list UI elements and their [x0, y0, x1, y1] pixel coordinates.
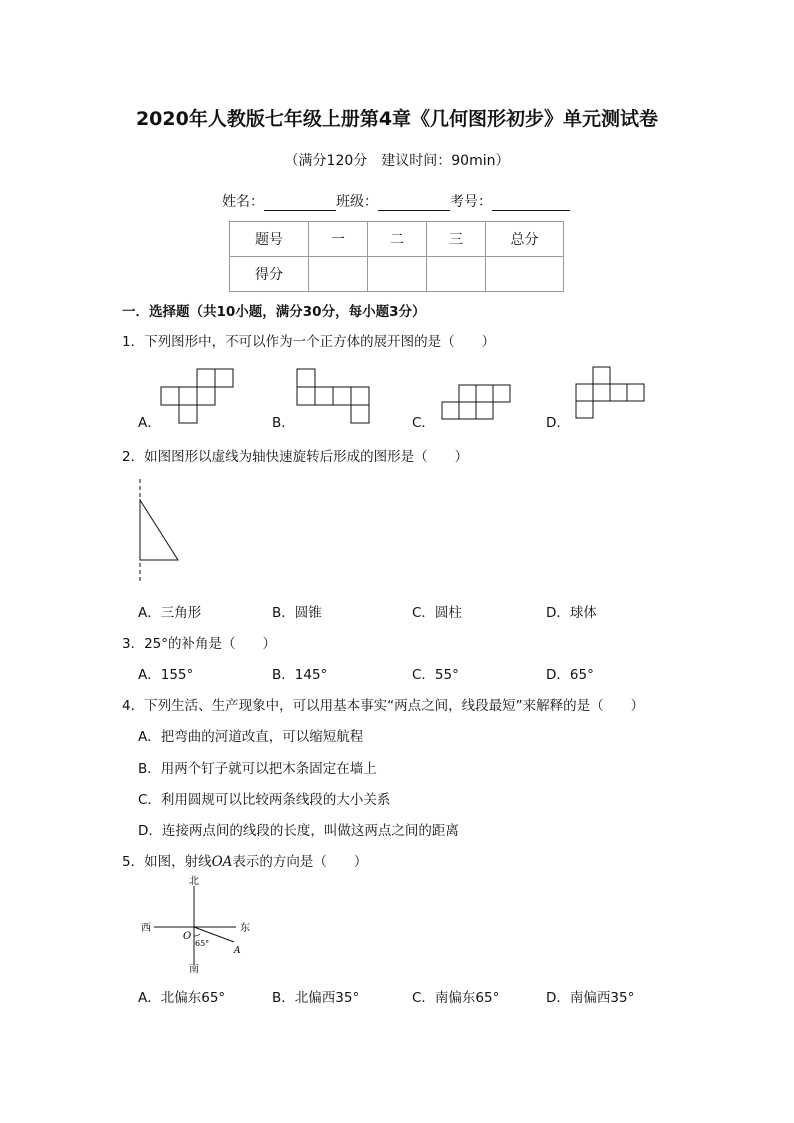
net-square: [197, 387, 215, 405]
score-cell[interactable]: [427, 257, 486, 292]
score-cell[interactable]: [368, 257, 427, 292]
q5-option-c: C．南偏东65°: [412, 990, 500, 1006]
score-header-cell: 题号: [230, 222, 309, 257]
q1-option-a-label: A．: [138, 415, 161, 431]
net-square: [197, 369, 215, 387]
score-cell[interactable]: [309, 257, 368, 292]
net-square: [593, 367, 610, 384]
origin-label: O: [183, 931, 192, 942]
net-square: [476, 385, 493, 402]
q2-triangle-figure: [132, 478, 184, 584]
score-header-cell: 三: [427, 222, 486, 257]
q2-option-b: B．圆锥: [272, 605, 322, 621]
point-a-label: A: [234, 946, 241, 956]
net-square: [610, 384, 627, 401]
number-label: 考号：: [450, 194, 492, 210]
angle-arc: [194, 934, 200, 936]
class-label: 班级：: [336, 194, 378, 210]
net-square: [593, 384, 610, 401]
score-row-label: 得分: [230, 257, 309, 292]
q4-option-b: B．用两个钉子就可以把木条固定在墙上: [138, 761, 377, 777]
net-square: [442, 402, 459, 419]
net-square: [459, 402, 476, 419]
net-square: [179, 405, 197, 423]
net-square: [627, 384, 644, 401]
net-square: [476, 402, 493, 419]
net-square: [351, 405, 369, 423]
q2-option-c: C．圆柱: [412, 605, 462, 621]
q4-option-d: D．连接两点间的线段的长度，叫做这两点之间的距离: [138, 823, 459, 839]
q5-compass-figure: [138, 874, 258, 976]
south-label: 南: [189, 964, 199, 975]
net-square: [459, 385, 476, 402]
question-2-stem: 2．如图图形以虚线为轴快速旋转后形成的图形是（ ）: [122, 449, 469, 465]
q1-option-b-net: [296, 368, 371, 424]
q1-option-b-label: B．: [272, 415, 295, 431]
west-label: 西: [141, 923, 151, 934]
net-square: [297, 387, 315, 405]
number-blank[interactable]: [492, 194, 570, 211]
score-header-cell: 一: [309, 222, 368, 257]
question-1-stem: 1．下列图形中，不可以作为一个正方体的展开图的是（ ）: [122, 334, 496, 350]
q1-option-c-net: [440, 384, 515, 424]
net-square: [576, 401, 593, 418]
q3-option-b: B．145°: [272, 667, 328, 683]
q4-option-a: A．把弯曲的河道改直，可以缩短航程: [138, 729, 364, 745]
net-square: [161, 387, 179, 405]
score-table: [229, 221, 564, 292]
q5-option-d: D．南偏西35°: [546, 990, 635, 1006]
q1-option-d-net: [574, 366, 649, 422]
question-3-stem: 3．25°的补角是（ ）: [122, 636, 277, 652]
q3-option-a: A．155°: [138, 667, 194, 683]
q5-option-b: B．北偏西35°: [272, 990, 360, 1006]
score-header-cell: 总分: [486, 222, 564, 257]
east-label: 东: [240, 923, 250, 934]
net-square: [333, 387, 351, 405]
page-subtitle: （满分120分 建议时间：90min）: [284, 153, 510, 169]
score-header-cell: 二: [368, 222, 427, 257]
q5-stem-suffix: 表示的方向是（ ）: [232, 854, 368, 870]
page-title: 2020年人教版七年级上册第4章《几何图形初步》单元测试卷: [135, 108, 659, 130]
score-cell[interactable]: [486, 257, 564, 292]
question-5-stem: [122, 850, 367, 870]
q2-option-a: A．三角形: [138, 605, 202, 621]
question-4-stem: 4．下列生活、生产现象中，可以用基本事实“两点之间，线段最短”来解释的是（ ）: [122, 698, 645, 714]
q1-option-d-label: D．: [546, 415, 570, 431]
student-info-line: [222, 191, 570, 211]
q3-option-c: C．55°: [412, 667, 459, 683]
class-blank[interactable]: [378, 194, 450, 211]
score-table-score-row: [230, 257, 564, 292]
net-square: [215, 369, 233, 387]
net-square: [179, 387, 197, 405]
net-square: [315, 387, 333, 405]
net-square: [351, 387, 369, 405]
section-heading: 一．选择题（共10小题，满分30分，每小题3分）: [122, 304, 426, 320]
net-square: [576, 384, 593, 401]
net-square: [493, 385, 510, 402]
north-label: 北: [189, 876, 199, 887]
q5-option-a: A．北偏东65°: [138, 990, 226, 1006]
name-label: 姓名：: [222, 194, 264, 210]
name-blank[interactable]: [264, 194, 336, 211]
angle-label: 65°: [195, 939, 210, 948]
q1-option-c-label: C．: [412, 415, 435, 431]
q3-option-d: D．65°: [546, 667, 594, 683]
q1-option-a-net: [160, 368, 235, 424]
score-table-header-row: [230, 222, 564, 257]
net-square: [297, 369, 315, 387]
q5-stem-prefix: 5．如图，射线: [122, 854, 212, 870]
q2-option-d: D．球体: [546, 605, 597, 621]
q4-option-c: C．利用圆规可以比较两条线段的大小关系: [138, 792, 391, 808]
q5-stem-var: OA: [211, 854, 233, 870]
right-triangle: [140, 500, 178, 560]
